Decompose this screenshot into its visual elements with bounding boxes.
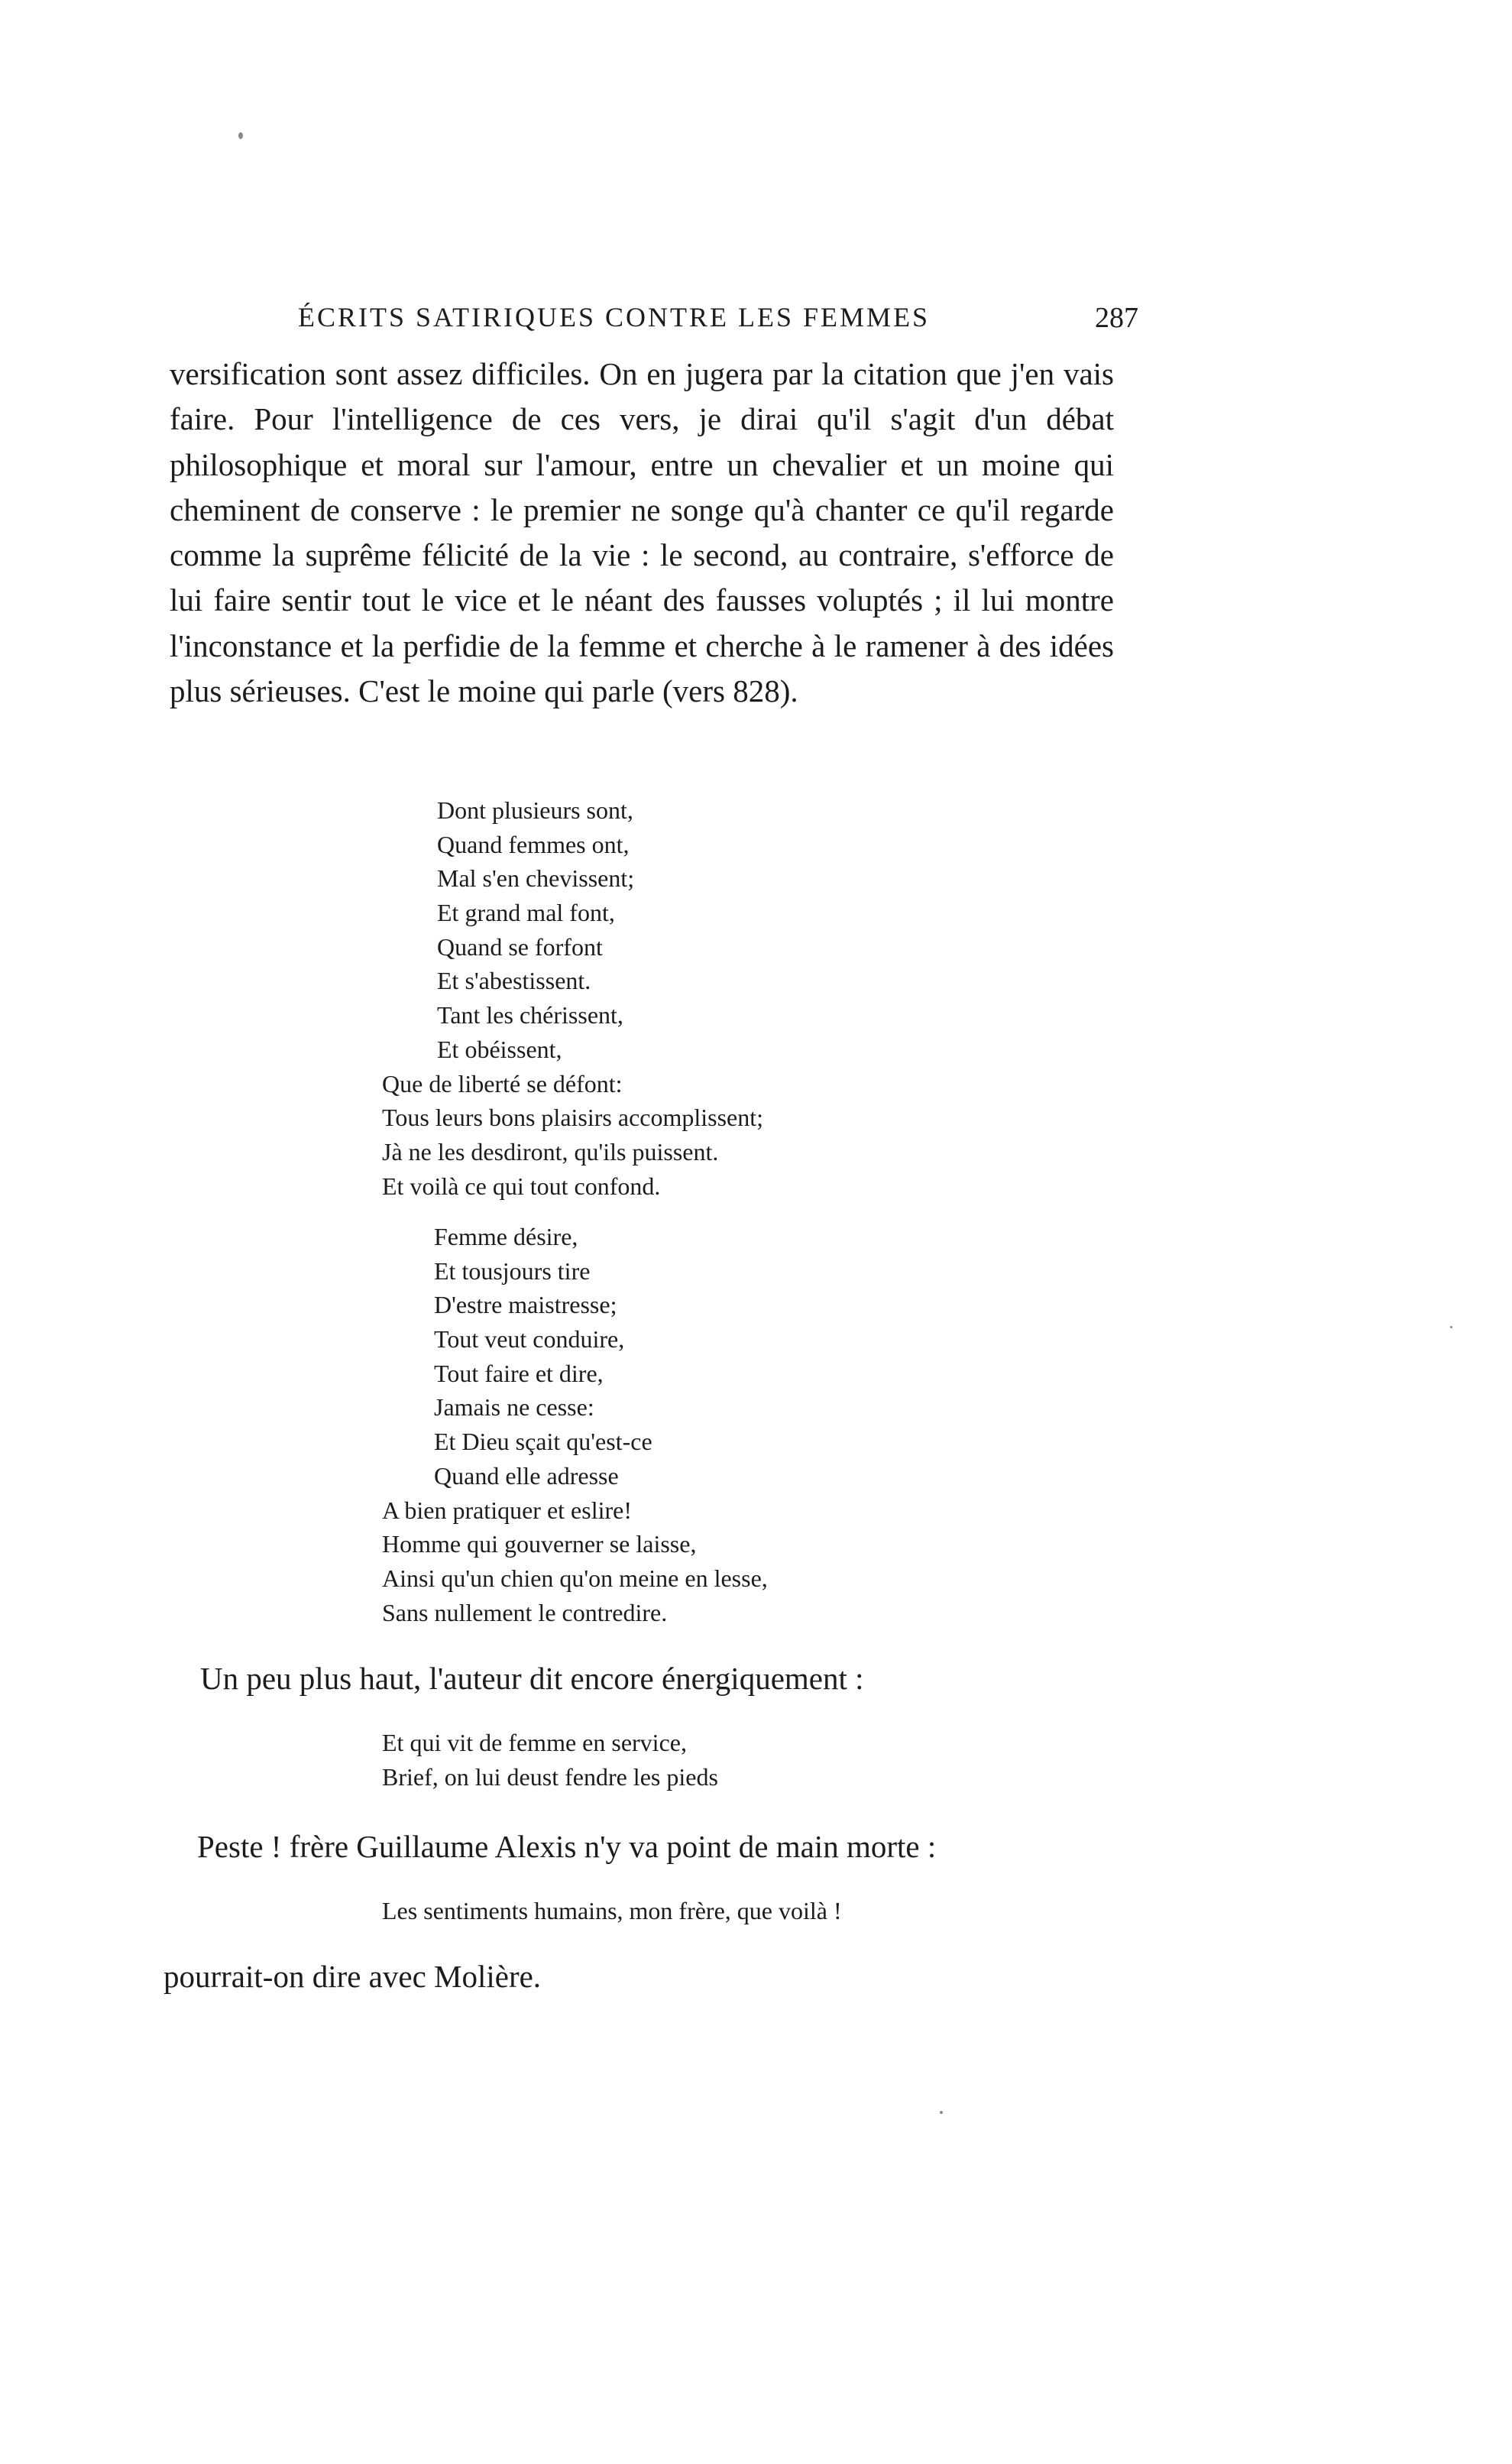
- paragraph-peu-plus-haut: Un peu plus haut, l'auteur dit encore énergiquement :: [200, 1661, 864, 1696]
- verse-line: Que de liberté se défont:: [382, 1069, 623, 1097]
- quote-moliere: Les sentiments humains, mon frère, que voilà !: [382, 1897, 842, 1924]
- verse-line: Jamais ne cesse:: [434, 1393, 594, 1422]
- verse-line: Et tousjours tire: [434, 1256, 591, 1285]
- verse-line: D'estre maistresse;: [434, 1291, 617, 1319]
- verse-line: Jà ne les desdiront, qu'ils puissent.: [382, 1137, 719, 1166]
- verse-line: Femme désire,: [434, 1223, 578, 1250]
- scan-speck: [940, 2111, 943, 2114]
- verse-line: Quand femmes ont,: [437, 830, 630, 858]
- verse-line: Dont plusieurs sont,: [437, 796, 633, 824]
- verse-line: Ainsi qu'un chien qu'on meine en lesse,: [382, 1564, 768, 1592]
- verse-line: Et grand mal font,: [437, 899, 615, 927]
- running-head-title: ÉCRITS SATIRIQUES CONTRE LES FEMMES: [298, 302, 931, 332]
- verse-line: Sans nullement le contredire.: [382, 1598, 668, 1626]
- scan-speck: [1450, 1326, 1452, 1328]
- verse-line: Et s'abestissent.: [437, 967, 591, 995]
- verse-line: Tout veut conduire,: [434, 1325, 625, 1354]
- quote-line: Et qui vit de femme en service,: [382, 1729, 687, 1756]
- paragraph-peste: Peste ! frère Guillaume Alexis n'y va point de main morte :: [197, 1829, 937, 1864]
- verse-line: Mal s'en chevissent;: [437, 864, 635, 893]
- verse-line: Homme qui gouverner se laisse,: [382, 1530, 697, 1558]
- page-number: 287: [1095, 302, 1138, 334]
- verse-line: Tant les chérissent,: [437, 1001, 623, 1029]
- scan-speck: [238, 132, 243, 139]
- verse-line: Quand se forfont: [437, 932, 603, 961]
- verse-line: A bien pratiquer et eslire!: [382, 1496, 632, 1524]
- running-head: [298, 301, 1138, 347]
- verse-line: Tout faire et dire,: [434, 1359, 604, 1387]
- verse-line: Tous leurs bons plaisirs accomplissent;: [382, 1104, 764, 1132]
- verse-line: Et Dieu sçait qu'est-ce: [434, 1428, 652, 1456]
- verse-line: Quand elle adresse: [434, 1461, 619, 1490]
- verse-line: Et voilà ce qui tout confond.: [382, 1172, 661, 1200]
- paragraph-versification: versification sont assez difficiles. On en jugera par la citation que j'en vais faire. Pour l'intelligence de ces vers, je dirai qu'il s'agit d'un débat philosophique et moral sur l'amour, entre un chevalier et un moine qui cheminent de conserve : le premier ne songe qu'à chanter ce qu'il regarde comme la suprême félicité de la vie : le second, au contraire, s'efforce de lui faire sentir tout le vice et le néant des fausses voluptés ; il lui montre l'inconstance et la perfidie de la femme et cherche à le ramener à des idées plus sérieuses. C'est le moine qui parle (vers 828).: [170, 356, 1114, 709]
- paragraph-moliere: pourrait-on dire avec Molière.: [164, 1959, 542, 1994]
- verse-stanza-2: [382, 1220, 768, 1629]
- verse-line: Et obéissent,: [437, 1035, 562, 1063]
- quote-line: Brief, on lui deust fendre les pieds: [382, 1763, 718, 1791]
- verse-stanza-1: [382, 793, 763, 1203]
